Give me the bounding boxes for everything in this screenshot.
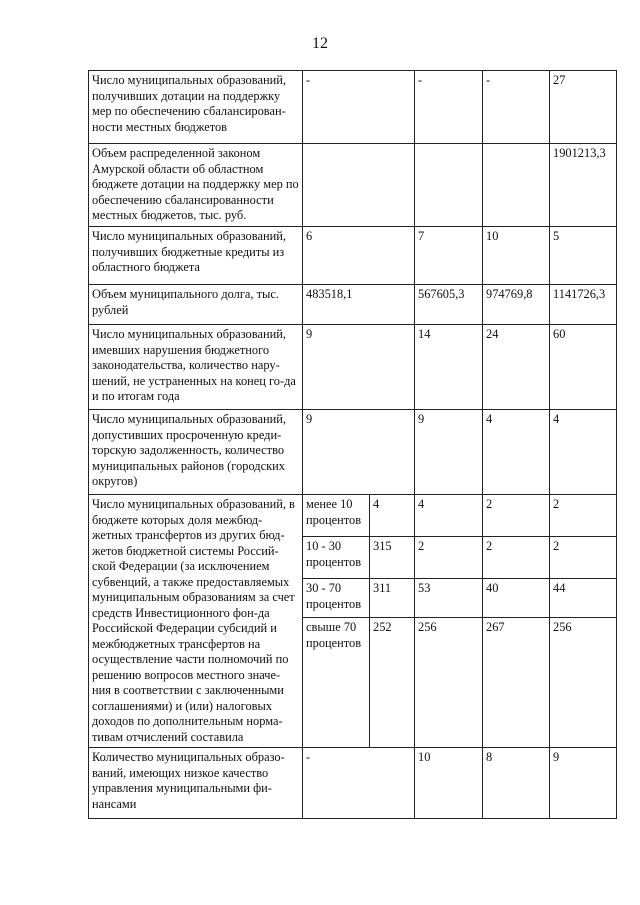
- value-cell: [483, 144, 550, 227]
- value-cell: 9: [415, 410, 483, 495]
- value-cell: 6: [303, 227, 415, 285]
- subcategory-label: свыше 70 процентов: [303, 618, 370, 748]
- table-row: [89, 71, 617, 144]
- value-cell: 60: [550, 325, 617, 410]
- value-cell: 4: [415, 495, 483, 537]
- page-number: 12: [312, 35, 328, 52]
- value-cell: 40: [483, 579, 550, 618]
- value-cell: 2: [550, 537, 617, 579]
- row-label: Количество муниципальных образо-ваний, имеющих низкое качество управления муниципальными фи-нансами: [89, 748, 303, 819]
- value-cell: 9: [303, 410, 415, 495]
- value-cell: -: [303, 71, 415, 144]
- value-cell: 10: [483, 227, 550, 285]
- value-cell: 4: [370, 495, 415, 537]
- row-label: Число муниципальных образований, в бюджете которых доля межбюд-жетных трансфертов из других бюд-жетов бюджетной системы Россий-ской Федерации (за исключением субвенций, а также предоставляемых муниципальным образованиям за счет средств Инвестиционного фон-да Российской Федерации субсидий и межбюджетных трансфертов на осуществление части полномочий по решению вопросов местного значе-ния в соответствии с заключенными соглашениями) и (или) налоговых доходов по дополнительным норма-тивам отчислений составила: [89, 495, 303, 748]
- value-cell: 7: [415, 227, 483, 285]
- value-cell: 1901213,3: [550, 144, 617, 227]
- table-row: [89, 227, 617, 285]
- row-label: Объем муниципального долга, тыс. рублей: [89, 285, 303, 325]
- value-cell: 567605,3: [415, 285, 483, 325]
- row-label: Число муниципальных образований, получивших бюджетные кредиты из областного бюджета: [89, 227, 303, 285]
- value-cell: 974769,8: [483, 285, 550, 325]
- value-cell: 1141726,3: [550, 285, 617, 325]
- value-cell: -: [483, 71, 550, 144]
- value-cell: 8: [483, 748, 550, 819]
- row-label: Число муниципальных образований, допустивших просроченную креди-торскую задолженность, количество муниципальных районов (городских округов): [89, 410, 303, 495]
- value-cell: 9: [303, 325, 415, 410]
- subcategory-label: 30 - 70 процентов: [303, 579, 370, 618]
- table-row: [89, 495, 617, 537]
- row-label: Число муниципальных образований, имевших нарушения бюджетного законодательства, количество нару-шений, не устраненных на конец го-да и по итогам года: [89, 325, 303, 410]
- value-cell: 9: [550, 748, 617, 819]
- value-cell: 4: [550, 410, 617, 495]
- value-cell: 4: [483, 410, 550, 495]
- value-cell: 315: [370, 537, 415, 579]
- value-cell: 483518,1: [303, 285, 415, 325]
- value-cell: 2: [483, 537, 550, 579]
- row-label: Объем распределенной законом Амурской области об областном бюджете дотации на поддержку мер по обеспечению сбалансированности местных бюджетов, тыс. руб.: [89, 144, 303, 227]
- value-cell: 10: [415, 748, 483, 819]
- value-cell: [303, 144, 415, 227]
- value-cell: -: [303, 748, 415, 819]
- value-cell: 5: [550, 227, 617, 285]
- indicators-table: [88, 70, 617, 819]
- value-cell: 2: [483, 495, 550, 537]
- value-cell: 2: [415, 537, 483, 579]
- subcategory-label: менее 10 процентов: [303, 495, 370, 537]
- value-cell: 311: [370, 579, 415, 618]
- table-row: [89, 325, 617, 410]
- value-cell: [415, 144, 483, 227]
- value-cell: -: [415, 71, 483, 144]
- value-cell: 53: [415, 579, 483, 618]
- table-row: [89, 748, 617, 819]
- value-cell: 267: [483, 618, 550, 748]
- row-label: Число муниципальных образований, получивших дотации на поддержку мер по обеспечению сбалансирован-ности местных бюджетов: [89, 71, 303, 144]
- value-cell: 2: [550, 495, 617, 537]
- subcategory-label: 10 - 30 процентов: [303, 537, 370, 579]
- value-cell: 14: [415, 325, 483, 410]
- table-row: [89, 410, 617, 495]
- value-cell: 24: [483, 325, 550, 410]
- value-cell: 44: [550, 579, 617, 618]
- value-cell: 256: [550, 618, 617, 748]
- table-row: [89, 144, 617, 227]
- value-cell: 256: [415, 618, 483, 748]
- table-row: [89, 285, 617, 325]
- value-cell: 252: [370, 618, 415, 748]
- value-cell: 27: [550, 71, 617, 144]
